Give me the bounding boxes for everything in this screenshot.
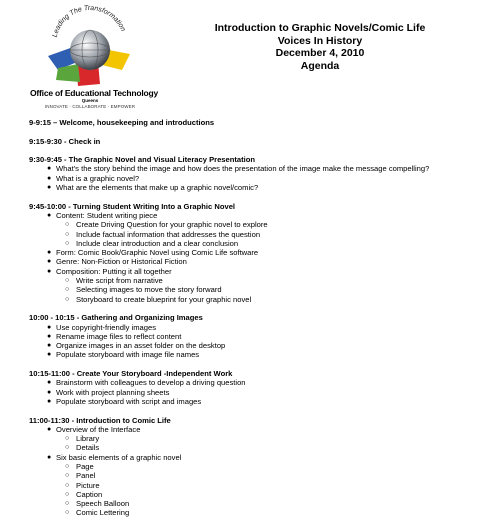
agenda-item-text: Picture	[76, 480, 100, 490]
bullet-icon: ●	[47, 332, 52, 340]
agenda-item-text: Include clear introduction and a clear conclusion	[76, 238, 239, 248]
agenda-item	[29, 164, 479, 173]
agenda-section	[29, 118, 479, 127]
agenda-item-text: Page	[76, 461, 94, 471]
agenda-item-text: Populate storyboard with script and images	[56, 396, 202, 406]
agenda-section-title: 9-9:15 – Welcome, housekeeping and introductions	[29, 118, 215, 127]
agenda-section	[29, 137, 479, 146]
agenda-item-text: Caption	[76, 489, 103, 499]
agenda-subitem	[29, 481, 479, 490]
agenda-subitem	[29, 508, 479, 517]
agenda-item-text: Form: Comic Book/Graphic Novel using Comic Life software	[56, 248, 259, 258]
agenda-section	[29, 416, 479, 518]
agenda-subitem	[29, 295, 479, 304]
bullet-icon: ●	[47, 379, 52, 387]
agenda-item-text: Write script from narrative	[76, 276, 163, 286]
agenda-item-text: Speech Balloon	[76, 499, 130, 509]
document-title: Introduction to Graphic Novels/Comic Life	[214, 22, 426, 34]
agenda-item	[29, 267, 479, 276]
logo-title: Office of Educational Technology	[30, 88, 159, 98]
agenda-subitem	[29, 220, 479, 229]
bullet-icon: ●	[47, 351, 52, 359]
agenda-list	[29, 118, 479, 527]
agenda-item	[29, 174, 479, 183]
hollow-bullet-icon: ○	[65, 481, 70, 489]
agenda-item-text: What's the story behind the image and how does the presentation of the image make the message compelling?	[56, 164, 430, 174]
hollow-bullet-icon: ○	[65, 295, 70, 303]
agenda-item	[29, 341, 479, 350]
agenda-item	[29, 183, 479, 192]
agenda-item	[29, 332, 479, 341]
agenda-section	[29, 313, 479, 359]
agenda-item-text: Overview of the Interface	[56, 424, 141, 434]
globe-puzzle-logo-icon	[38, 4, 142, 90]
agenda-item	[29, 453, 479, 462]
agenda-section-title: 11:00-11:30 - Introduction to Comic Life	[29, 415, 171, 425]
agenda-item-text: Include factual information that addresses the question	[76, 229, 261, 239]
bullet-icon: ●	[47, 425, 52, 433]
hollow-bullet-icon: ○	[65, 435, 70, 443]
hollow-bullet-icon: ○	[65, 472, 70, 480]
hollow-bullet-icon: ○	[65, 230, 70, 238]
agenda-section-title: 9:45-10:00 - Turning Student Writing Into a Graphic Novel	[29, 201, 236, 211]
agenda-subitem	[29, 443, 479, 452]
agenda-item-text: Panel	[76, 471, 96, 481]
agenda-subitem	[29, 462, 479, 471]
agenda-item-text: Populate storyboard with image file names	[56, 350, 200, 360]
agenda-item-text: Rename image files to reflect content	[56, 331, 182, 341]
document-date: December 4, 2010	[275, 47, 365, 59]
agenda-item-text: What are the elements that make up a graphic novel/comic?	[56, 183, 259, 193]
agenda-section-title: 9:30-9:45 - The Graphic Novel and Visual Literacy Presentation	[29, 155, 256, 165]
bullet-icon: ●	[47, 397, 52, 405]
agenda-item-text: Storyboard to create blueprint for your graphic novel	[76, 294, 252, 304]
agenda-item	[29, 425, 479, 434]
agenda-item-text: Six basic elements of a graphic novel	[56, 452, 182, 462]
bullet-icon: ●	[47, 267, 52, 275]
hollow-bullet-icon: ○	[65, 277, 70, 285]
office-logo	[30, 4, 159, 114]
agenda-item-text: Organize images in an asset folder on the desktop	[56, 341, 226, 351]
agenda-item-text: Create Driving Question for your graphic novel to explore	[76, 220, 268, 230]
agenda-section-title: 9:15-9:30 - Check in	[29, 136, 101, 146]
bullet-icon: ●	[47, 184, 52, 192]
agenda-section	[29, 155, 479, 192]
hollow-bullet-icon: ○	[65, 444, 70, 452]
agenda-item	[29, 323, 479, 332]
logo-tagline: INNOVATE · COLLABORATE · EMPOWER	[44, 104, 136, 109]
bullet-icon: ●	[47, 453, 52, 461]
hollow-bullet-icon: ○	[65, 221, 70, 229]
document-header	[190, 22, 450, 72]
bullet-icon: ●	[47, 249, 52, 257]
agenda-subitem	[29, 471, 479, 480]
agenda-section-title: 10:15-11:00 - Create Your Storyboard -Independent Work	[29, 369, 233, 379]
agenda-item-text: Genre: Non-Fiction or Historical Fiction	[56, 257, 187, 267]
bullet-icon: ●	[47, 165, 52, 173]
hollow-bullet-icon: ○	[65, 286, 70, 294]
agenda-subitem	[29, 276, 479, 285]
agenda-item-text: Comic Lettering	[76, 508, 130, 518]
agenda-item	[29, 350, 479, 359]
agenda-item-text: Composition: Putting it all together	[56, 266, 172, 276]
hollow-bullet-icon: ○	[65, 462, 70, 470]
logo-subtitle: Queens	[81, 98, 99, 103]
bullet-icon: ●	[47, 211, 52, 219]
agenda-item-text: What is a graphic novel?	[56, 173, 140, 183]
agenda-section	[29, 202, 479, 304]
agenda-subitem	[29, 285, 479, 294]
hollow-bullet-icon: ○	[65, 509, 70, 517]
bullet-icon: ●	[47, 323, 52, 331]
agenda-item-text: Work with project planning sheets	[56, 387, 170, 397]
agenda-section	[29, 369, 479, 406]
agenda-section-title: 10:00 - 10:15 - Gathering and Organizing Images	[29, 313, 203, 323]
agenda-item	[29, 248, 479, 257]
document-label: Agenda	[300, 59, 340, 72]
agenda-subitem	[29, 239, 479, 248]
agenda-item-text: Use copyright-friendly images	[56, 322, 157, 332]
agenda-subitem	[29, 499, 479, 508]
hollow-bullet-icon: ○	[65, 239, 70, 247]
agenda-item-text: Content: Student writing piece	[56, 210, 158, 220]
agenda-item-text: Selecting images to move the story forward	[76, 285, 222, 295]
agenda-item-text: Brainstorm with colleagues to develop a driving question	[56, 378, 246, 388]
bullet-icon: ●	[47, 388, 52, 396]
agenda-item-text: Details	[76, 443, 100, 453]
agenda-item-text: Library	[76, 434, 100, 444]
logo-arc-text: Leading The Transformation	[51, 4, 127, 39]
agenda-item	[29, 378, 479, 387]
agenda-item	[29, 257, 479, 266]
bullet-icon: ●	[47, 174, 52, 182]
agenda-subitem	[29, 230, 479, 239]
bullet-icon: ●	[47, 258, 52, 266]
agenda-item	[29, 397, 479, 406]
agenda-item	[29, 211, 479, 220]
hollow-bullet-icon: ○	[65, 490, 70, 498]
hollow-bullet-icon: ○	[65, 500, 70, 508]
document-subtitle: Voices In History	[277, 34, 363, 47]
agenda-subitem	[29, 434, 479, 443]
agenda-item	[29, 388, 479, 397]
bullet-icon: ●	[47, 342, 52, 350]
